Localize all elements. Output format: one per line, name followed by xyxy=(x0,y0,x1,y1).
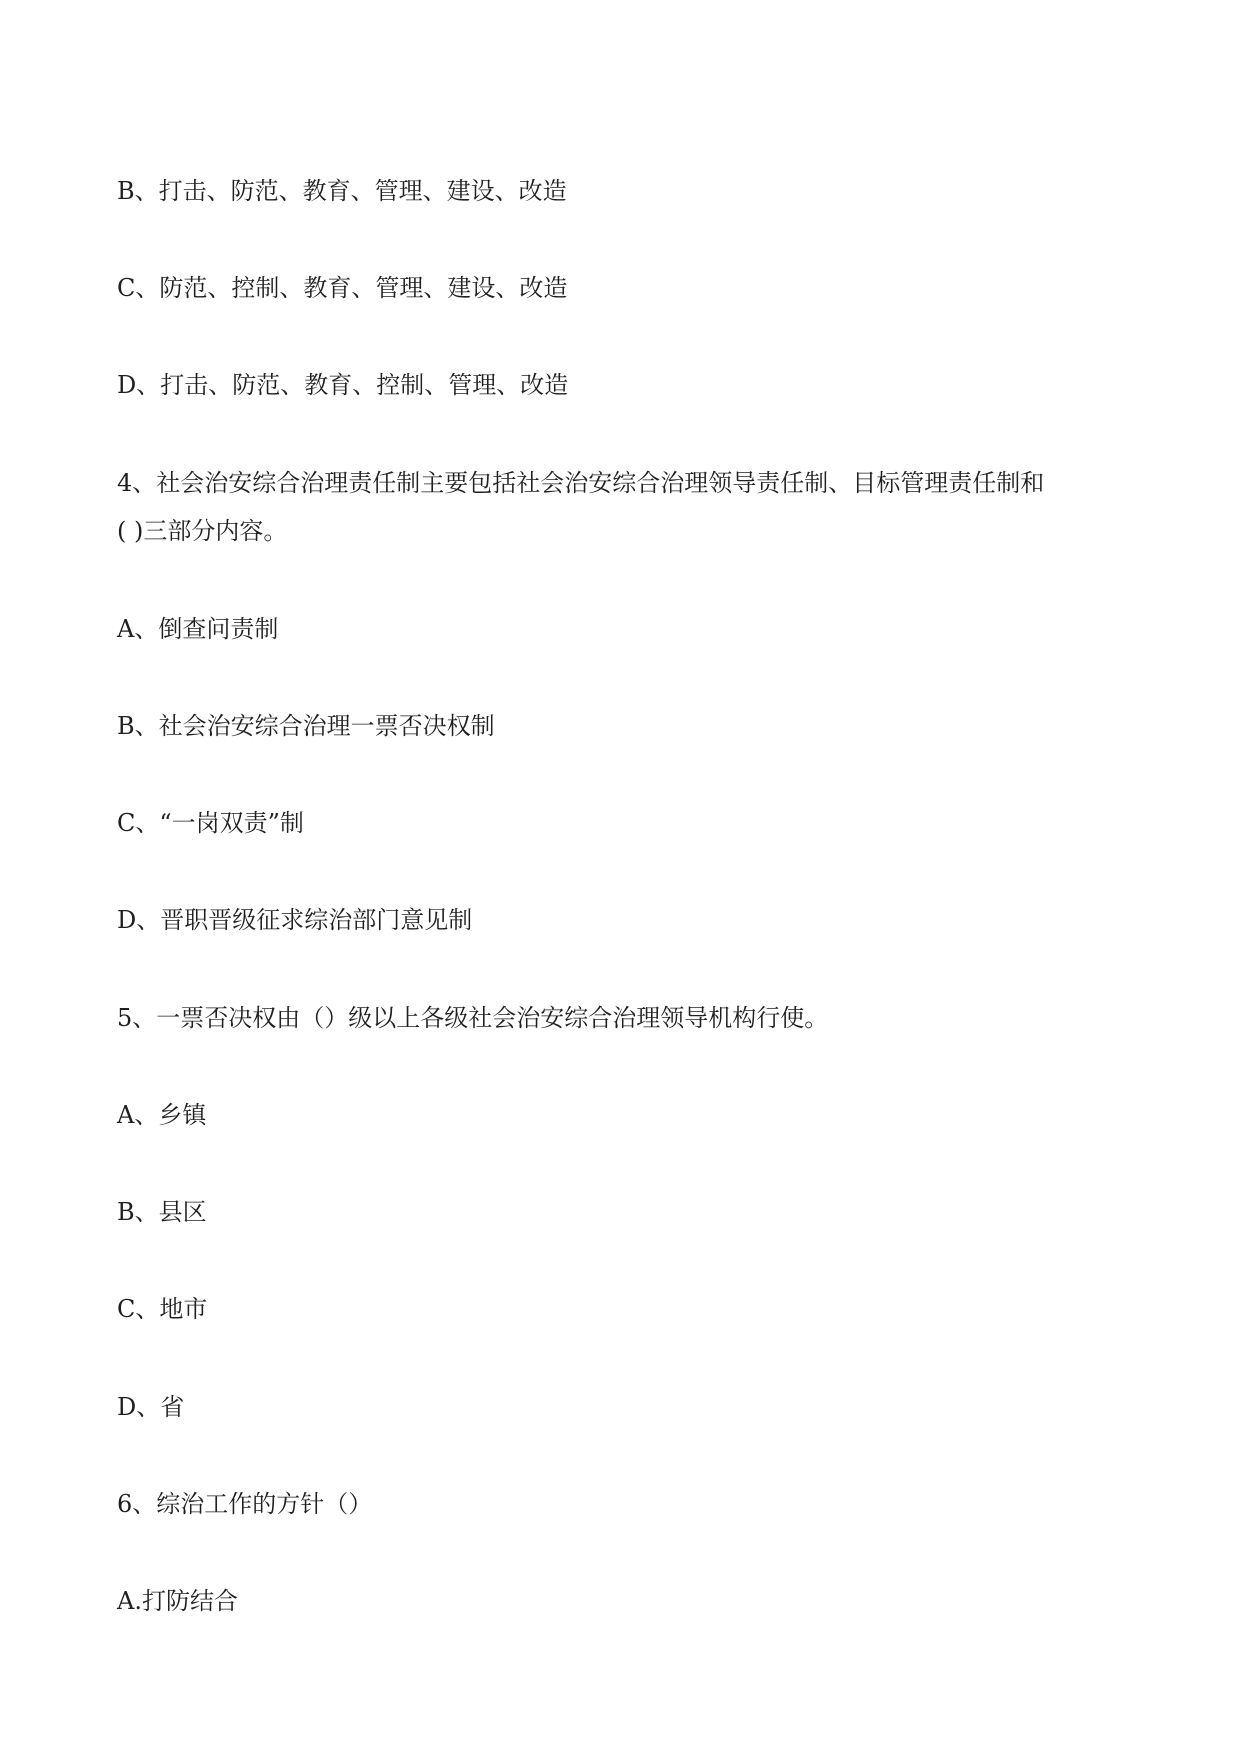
q6-question: 6、综治工作的方针（） xyxy=(117,1490,373,1518)
q4-option-b: B、社会治安综合治理一票否决权制 xyxy=(117,712,495,740)
q5-option-a: A、乡镇 xyxy=(117,1101,207,1129)
q4-option-a: A、倒查问责制 xyxy=(117,615,279,643)
q3-option-c: C、防范、控制、教育、管理、建设、改造 xyxy=(117,274,568,302)
q5-option-c: C、地市 xyxy=(117,1295,208,1323)
q5-option-d: D、省 xyxy=(117,1393,185,1421)
q5-question: 5、一票否决权由（）级以上各级社会治安综合治理领导机构行使。 xyxy=(117,1004,829,1032)
q4-option-d: D、晋职晋级征求综治部门意见制 xyxy=(117,906,473,934)
q4-question-line-1: 4、社会治安综合治理责任制主要包括社会治安综合治理领导责任制、目标管理责任制和 xyxy=(117,469,1045,497)
q4-question-line-2: ( )三部分内容。 xyxy=(117,517,288,545)
q6-option-a: A.打防结合 xyxy=(117,1587,238,1615)
q3-option-b: B、打击、防范、教育、管理、建设、改造 xyxy=(117,177,567,205)
q5-option-b: B、县区 xyxy=(117,1198,207,1226)
q4-option-c: C、“一岗双责”制 xyxy=(117,809,304,837)
q3-option-d: D、打击、防范、教育、控制、管理、改造 xyxy=(117,371,569,399)
